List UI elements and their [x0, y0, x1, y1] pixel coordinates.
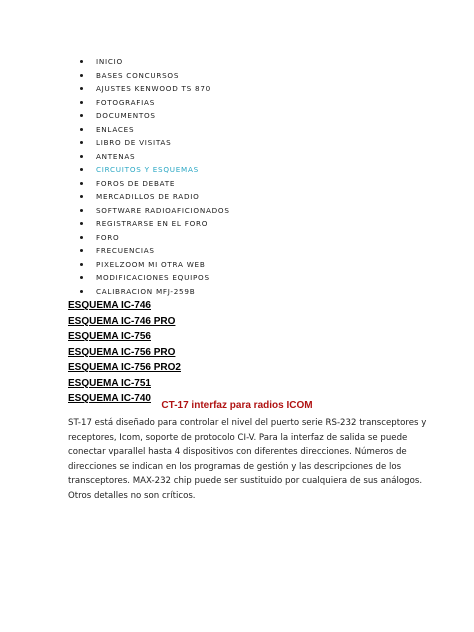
- nav-item-label[interactable]: REGISTRARSE EN EL FORO: [96, 219, 209, 228]
- schema-link-ic-756[interactable]: ESQUEMA IC-756: [68, 331, 151, 342]
- nav-item-label[interactable]: SOFTWARE RADIOAFICIONADOS: [96, 205, 230, 215]
- bullet-icon: [80, 101, 83, 104]
- bullet-icon: [80, 87, 83, 90]
- bullet-icon: [80, 60, 83, 63]
- bullet-icon: [80, 182, 83, 185]
- nav-item-label[interactable]: CIRCUITOS Y ESQUEMAS: [96, 165, 199, 174]
- nav-item-fotografias[interactable]: [80, 96, 230, 110]
- bullet-icon: [80, 128, 83, 131]
- schema-links: [68, 298, 181, 407]
- nav-item-label[interactable]: FOTOGRAFIAS: [96, 97, 156, 107]
- nav-item-label[interactable]: DOCUMENTOS: [96, 111, 156, 120]
- bullet-icon: [80, 249, 83, 252]
- nav-item-pixelzoom[interactable]: [80, 258, 230, 272]
- article-line: direcciones se indican en los programas de gestión y las descripciones de los: [68, 461, 402, 472]
- article-line: Otros detalles no son críticos.: [68, 490, 196, 501]
- article-line: transceptores. MAX-232 chip puede ser sustituido por cualquiera de sus análogos.: [68, 476, 423, 487]
- nav-item-enlaces[interactable]: [80, 123, 230, 137]
- nav-menu: [80, 55, 230, 298]
- schema-link-ic-751[interactable]: ESQUEMA IC-751: [68, 377, 151, 389]
- nav-item-label[interactable]: ENLACES: [96, 124, 135, 134]
- bullet-icon: [80, 290, 83, 293]
- bullet-icon: [80, 195, 83, 198]
- bullet-icon: [80, 141, 83, 144]
- nav-item-label[interactable]: LIBRO DE VISITAS: [96, 138, 172, 147]
- schema-link-ic-746[interactable]: ESQUEMA IC-746: [68, 300, 151, 311]
- nav-item-label[interactable]: CALIBRACION MFJ-259B: [96, 286, 196, 296]
- nav-item-label[interactable]: MODIFICACIONES EQUIPOS: [96, 273, 210, 282]
- nav-item-registrarse-en-el-foro[interactable]: [80, 217, 230, 231]
- article-title: CT-17 interfaz para radios ICOM: [161, 400, 313, 411]
- bullet-icon: [80, 263, 83, 266]
- bullet-icon: [80, 155, 83, 158]
- bullet-icon: [80, 114, 83, 117]
- nav-item-label[interactable]: AJUSTES KENWOOD TS 870: [96, 84, 211, 93]
- nav-item-foro[interactable]: [80, 231, 230, 245]
- bullet-icon: [80, 168, 83, 171]
- nav-item-label[interactable]: FOROS DE DEBATE: [96, 178, 176, 188]
- nav-item-inicio[interactable]: [80, 55, 230, 69]
- article-line: receptores, Icom, soporte de protocolo CI-V. Para la interfaz de salida se puede: [68, 432, 408, 443]
- schema-link-ic-756-pro[interactable]: ESQUEMA IC-756 PRO: [68, 346, 176, 358]
- nav-item-label[interactable]: ANTENAS: [96, 151, 136, 161]
- nav-item-bases-concursos[interactable]: [80, 69, 230, 83]
- bullet-icon: [80, 222, 83, 225]
- nav-item-label[interactable]: FRECUENCIAS: [96, 246, 155, 255]
- nav-item-mercadillos-de-radio[interactable]: [80, 190, 230, 204]
- nav-item-ajustes-kenwood[interactable]: [80, 82, 230, 96]
- nav-item-label[interactable]: INICIO: [96, 57, 123, 66]
- nav-item-libro-de-visitas[interactable]: [80, 136, 230, 150]
- nav-item-frecuencias[interactable]: [80, 244, 230, 258]
- article-line: conectar vparallel hasta 4 dispositivos con diferentes direcciones. Números de: [68, 447, 407, 458]
- schema-link-ic-740[interactable]: ESQUEMA IC-740: [68, 393, 151, 404]
- nav-item-circuitos-y-esquemas[interactable]: [80, 163, 230, 177]
- article-body: [68, 416, 427, 504]
- nav-item-antenas[interactable]: [80, 150, 230, 164]
- nav-item-label[interactable]: MERCADILLOS DE RADIO: [96, 192, 200, 201]
- nav-item-modificaciones-equipos[interactable]: [80, 271, 230, 285]
- nav-item-label[interactable]: PIXELZOOM MI OTRA WEB: [96, 259, 206, 269]
- bullet-icon: [80, 74, 83, 77]
- nav-item-calibracion-mfj[interactable]: [80, 285, 230, 299]
- article-line: ST-17 está diseñado para controlar el nivel del puerto serie RS-232 transceptores y: [68, 418, 427, 428]
- bullet-icon: [80, 276, 83, 279]
- schema-link-ic-746-pro[interactable]: ESQUEMA IC-746 PRO: [68, 315, 176, 327]
- nav-item-label[interactable]: BASES CONCURSOS: [96, 70, 180, 80]
- bullet-icon: [80, 236, 83, 239]
- bullet-icon: [80, 209, 83, 212]
- schema-link-ic-756-pro2[interactable]: ESQUEMA IC-756 PRO2: [68, 362, 181, 373]
- nav-item-label[interactable]: FORO: [96, 232, 120, 242]
- nav-item-software-radioaficionados[interactable]: [80, 204, 230, 218]
- nav-item-documentos[interactable]: [80, 109, 230, 123]
- nav-item-foros-de-debate[interactable]: [80, 177, 230, 191]
